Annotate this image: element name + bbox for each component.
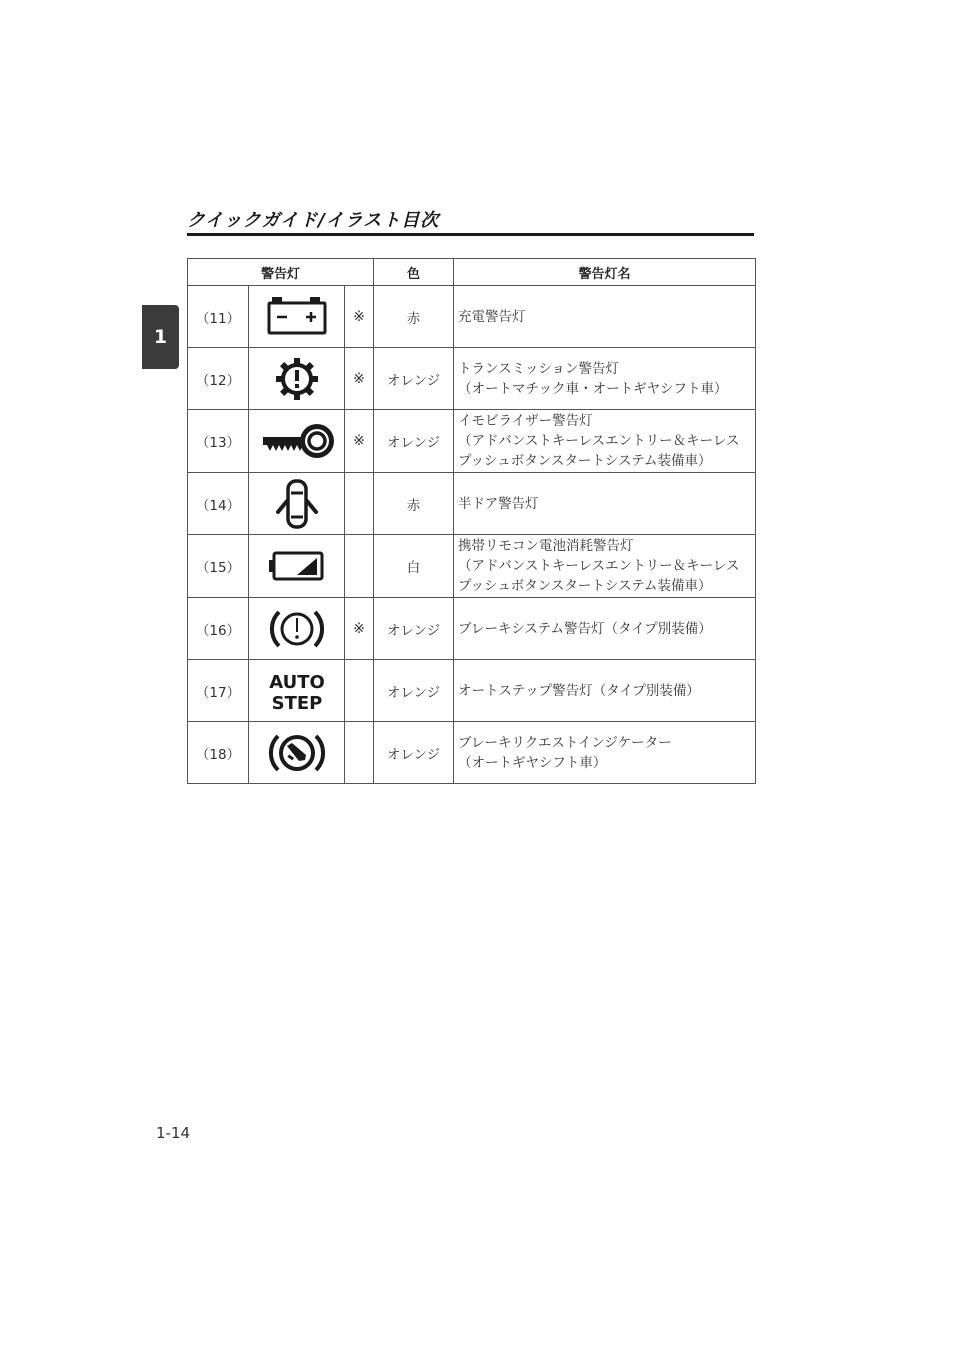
- lamp-color: オレンジ: [374, 722, 454, 784]
- lamp-name: [454, 722, 756, 784]
- auto-step-text-bottom: STEP: [271, 692, 322, 713]
- lamp-color: オレンジ: [374, 348, 454, 410]
- lamp-color: オレンジ: [374, 660, 454, 722]
- warning-lamp-table: [187, 258, 756, 784]
- row-number: （18）: [188, 722, 249, 784]
- header-lamp: 警告灯: [188, 259, 374, 286]
- note-mark: ※: [345, 410, 374, 473]
- header-color: 色: [374, 259, 454, 286]
- page-header-title: クイックガイド/イラスト目次: [187, 210, 440, 231]
- table-row: [188, 535, 756, 598]
- lamp-name-line: プッシュボタンスタートシステム装備車）: [458, 578, 712, 594]
- row-number: （11）: [188, 286, 249, 348]
- lamp-name-line: 充電警告灯: [458, 308, 526, 325]
- auto-step-text-top: AUTO: [268, 671, 325, 693]
- lamp-name-line: ブレーキリクエストインジケーター: [458, 734, 672, 751]
- lamp-name-line: トランスミッション警告灯: [458, 360, 620, 377]
- note-mark: ※: [345, 286, 374, 348]
- row-number: （17）: [188, 660, 249, 722]
- lamp-name: [454, 410, 756, 473]
- row-number: （16）: [188, 598, 249, 660]
- lamp-name-line: （オートギヤシフト車）: [458, 754, 607, 771]
- chapter-tab: 1: [142, 305, 179, 369]
- lamp-name-line: ブレーキシステム警告灯（タイプ別装備）: [458, 620, 712, 637]
- header-rule: [187, 233, 754, 236]
- transmission-warning-icon: [249, 348, 345, 410]
- lamp-name-line: プッシュボタンスタートシステム装備車）: [458, 453, 712, 469]
- row-number: （15）: [188, 535, 249, 598]
- note-mark: [345, 722, 374, 784]
- table-row: [188, 286, 756, 348]
- lamp-name-line: （オートマチック車・オートギヤシフト車）: [458, 380, 728, 397]
- lamp-name-line: 半ドア警告灯: [458, 495, 539, 512]
- table-row: [188, 722, 756, 784]
- lamp-name: [454, 535, 756, 598]
- table-row: [188, 410, 756, 473]
- row-number: （13）: [188, 410, 249, 473]
- lamp-name: [454, 598, 756, 660]
- auto-step-icon: [249, 660, 345, 722]
- table-row: [188, 598, 756, 660]
- lamp-color: 赤: [374, 286, 454, 348]
- note-mark: [345, 660, 374, 722]
- lamp-name: [454, 286, 756, 348]
- brake-system-icon: [249, 598, 345, 660]
- lamp-name: [454, 660, 756, 722]
- table-row: [188, 473, 756, 535]
- lamp-name: [454, 348, 756, 410]
- table-row: [188, 660, 756, 722]
- lamp-name-line: （アドバンストキーレスエントリー＆キーレス: [458, 558, 740, 574]
- table-header-row: [188, 259, 756, 286]
- note-mark: [345, 473, 374, 535]
- row-number: （12）: [188, 348, 249, 410]
- lamp-color: 白: [374, 535, 454, 598]
- lamp-name-line: 携帯リモコン電池消耗警告灯: [458, 538, 634, 554]
- lamp-name-line: オートステップ警告灯（タイプ別装備）: [458, 682, 700, 699]
- page-number: 1-14: [156, 1124, 191, 1142]
- lamp-name: [454, 473, 756, 535]
- lamp-color: オレンジ: [374, 410, 454, 473]
- lamp-name-line: （アドバンストキーレスエントリー＆キーレス: [458, 433, 740, 449]
- remote-battery-icon: [249, 535, 345, 598]
- battery-charge-icon: [249, 286, 345, 348]
- immobilizer-key-icon: [249, 410, 345, 473]
- note-mark: ※: [345, 348, 374, 410]
- note-mark: ※: [345, 598, 374, 660]
- table-row: [188, 348, 756, 410]
- lamp-name-line: イモビライザー警告灯: [458, 413, 593, 429]
- door-ajar-icon: [249, 473, 345, 535]
- lamp-color: オレンジ: [374, 598, 454, 660]
- note-mark: [345, 535, 374, 598]
- lamp-color: 赤: [374, 473, 454, 535]
- header-name: 警告灯名: [454, 259, 756, 286]
- brake-request-icon: [249, 722, 345, 784]
- row-number: （14）: [188, 473, 249, 535]
